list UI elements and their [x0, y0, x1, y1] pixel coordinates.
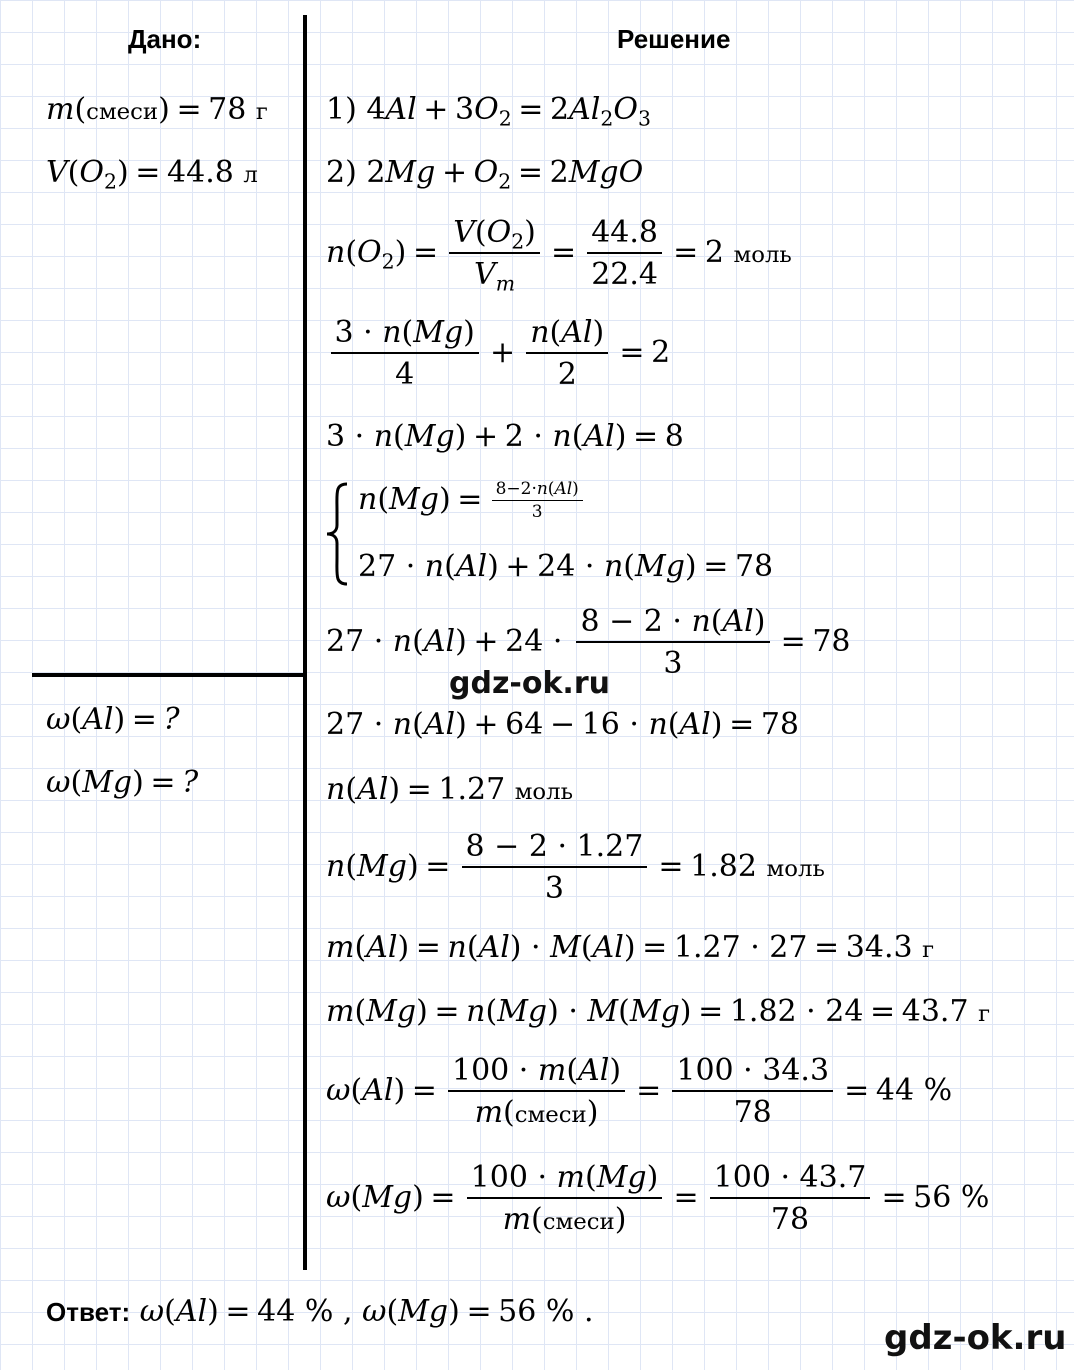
moles-mg: n(Mg) = $\frac{8 - 2 \cdot 1.27}{3}$ = 1.82 моль — [326, 829, 825, 906]
given-header: Дано: — [128, 24, 202, 54]
solution-header: Решение — [617, 24, 731, 54]
vertical-divider — [303, 15, 307, 1270]
given-volume-o2: $V(O_2) = 44.8$ л — [46, 155, 258, 194]
system-line-2: 27 · n(Al) + 24 · n(Mg) = 78 — [358, 549, 774, 584]
equation-linear: 3 · n(Mg) + 2 · n(Al) = 8 — [326, 419, 684, 454]
watermark-center: gdz-ok.ru — [449, 666, 610, 701]
equation-substituted: 27 · n(Al) + 24 · $\frac{8 - 2 \cdot n(Al)}{3}$ = 78 — [326, 604, 851, 681]
answer-line: Ответ: ω(Al) = 44 % , ω(Mg) = 56 % . — [46, 1294, 594, 1329]
horizontal-divider — [32, 673, 306, 677]
answer-label: Ответ: — [46, 1297, 131, 1327]
system-brace — [323, 481, 353, 587]
reaction-1: 1) $4Al + 3O_2 = 2Al_2O_3$ — [326, 92, 651, 131]
watermark-corner: gdz-ok.ru — [884, 1318, 1067, 1358]
find-w-al: ω(Al) = ? — [46, 702, 180, 737]
system-line-1: n(Mg) = $\frac{8-2\cdot n(Al)}{3}$ — [358, 481, 585, 521]
equation-fraction: $\frac{3 \cdot n(Mg)}{4}$ + $\frac{n(Al)}{2}$ = 2 — [326, 318, 670, 390]
fraction-mg: ω(Mg) = $\frac{100 \cdot m(Mg)}{\text{m(смеси)}}$ = $\frac{100 \cdot 43.7}{78}$ = 56 % — [326, 1160, 990, 1237]
mass-al: m(Al) = n(Al) · M(Al) = 1.27 · 27 = 34.3 г — [326, 930, 935, 965]
moles-o2: $n(O_2)$ = $\frac{V(O_2)}{V_m}$ = $\frac{44.8}{22.4}$ = 2 моль — [326, 215, 792, 296]
fraction-al: ω(Al) = $\frac{100 \cdot m(Al)}{\text{m(смеси)}}$ = $\frac{100 \cdot 34.3}{78}$ = 44 % — [326, 1053, 953, 1130]
find-w-mg: ω(Mg) = ? — [46, 765, 199, 800]
equation-expanded: 27 · n(Al) + 64 − 16 · n(Al) = 78 — [326, 707, 800, 742]
moles-al: n(Al) = 1.27 моль — [326, 772, 574, 807]
given-mass-mixture: m(смеси) = 78 г — [46, 92, 268, 127]
mass-mg: m(Mg) = n(Mg) · M(Mg) = 1.82 · 24 = 43.7 г — [326, 994, 991, 1029]
reaction-2: 2) $2Mg + O_2 = 2MgO$ — [326, 155, 644, 194]
